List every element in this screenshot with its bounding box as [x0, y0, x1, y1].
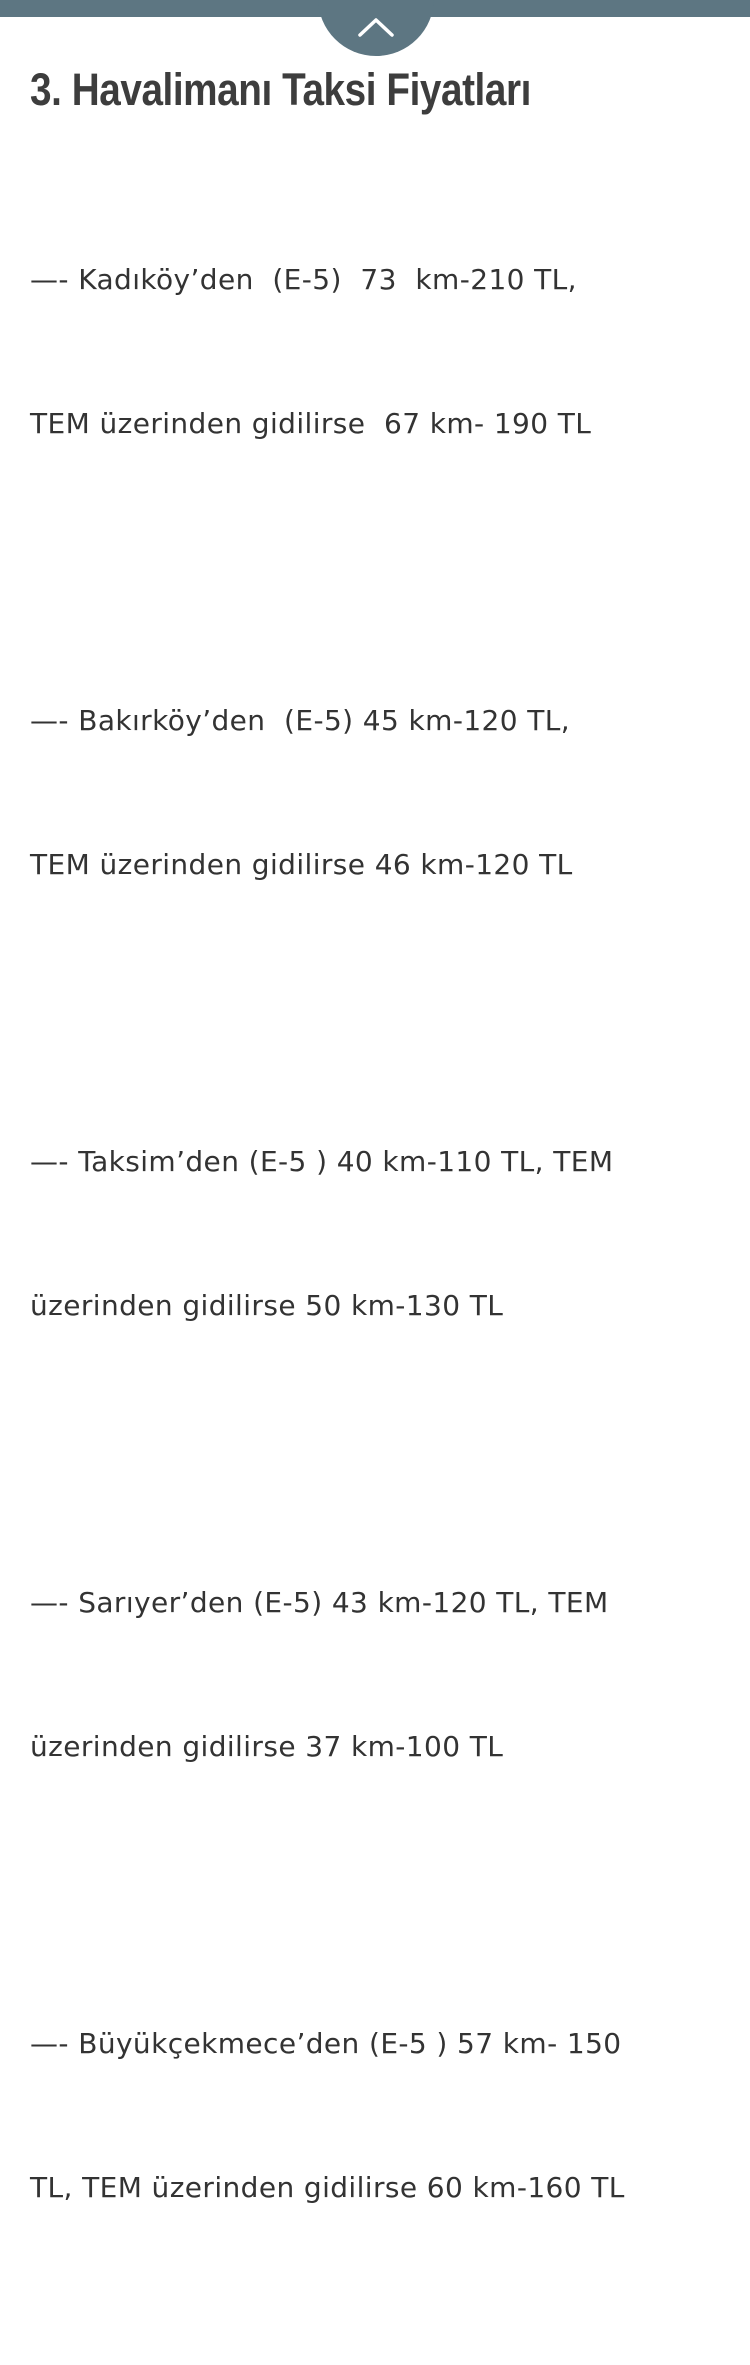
price-item-line: —- Bakırköy’den (E-5) 45 km-120 TL,	[30, 704, 571, 737]
price-item-buyukcekmece	[30, 1924, 730, 2308]
price-list	[30, 160, 730, 2365]
price-item-kadikoy	[30, 160, 730, 544]
price-item-line: TL, TEM üzerinden gidilirse 60 km-160 TL	[30, 2171, 625, 2204]
price-item-taksim	[30, 1042, 730, 1426]
price-item-line: —- Büyükçekmece’den (E-5 ) 57 km- 150	[30, 2027, 622, 2060]
price-item-line: TEM üzerinden gidilirse 67 km- 190 TL	[30, 407, 592, 440]
page-title: 3. Havalimanı Taksi Fiyatları	[30, 64, 531, 115]
chevron-up-icon	[357, 16, 395, 38]
price-item-sariyer	[30, 1483, 730, 1867]
price-item-line: —- Taksim’den (E-5 ) 40 km-110 TL, TEM	[30, 1145, 614, 1178]
price-item-bakirkoy	[30, 601, 730, 985]
price-item-line: TEM üzerinden gidilirse 46 km-120 TL	[30, 848, 573, 881]
price-item-line: —- Sarıyer’den (E-5) 43 km-120 TL, TEM	[30, 1586, 609, 1619]
price-item-line: —- Kadıköy’den (E-5) 73 km-210 TL,	[30, 263, 577, 296]
price-item-line: üzerinden gidilirse 50 km-130 TL	[30, 1289, 504, 1322]
scroll-to-top-button[interactable]	[318, 0, 434, 56]
price-item-line: üzerinden gidilirse 37 km-100 TL	[30, 1730, 504, 1763]
